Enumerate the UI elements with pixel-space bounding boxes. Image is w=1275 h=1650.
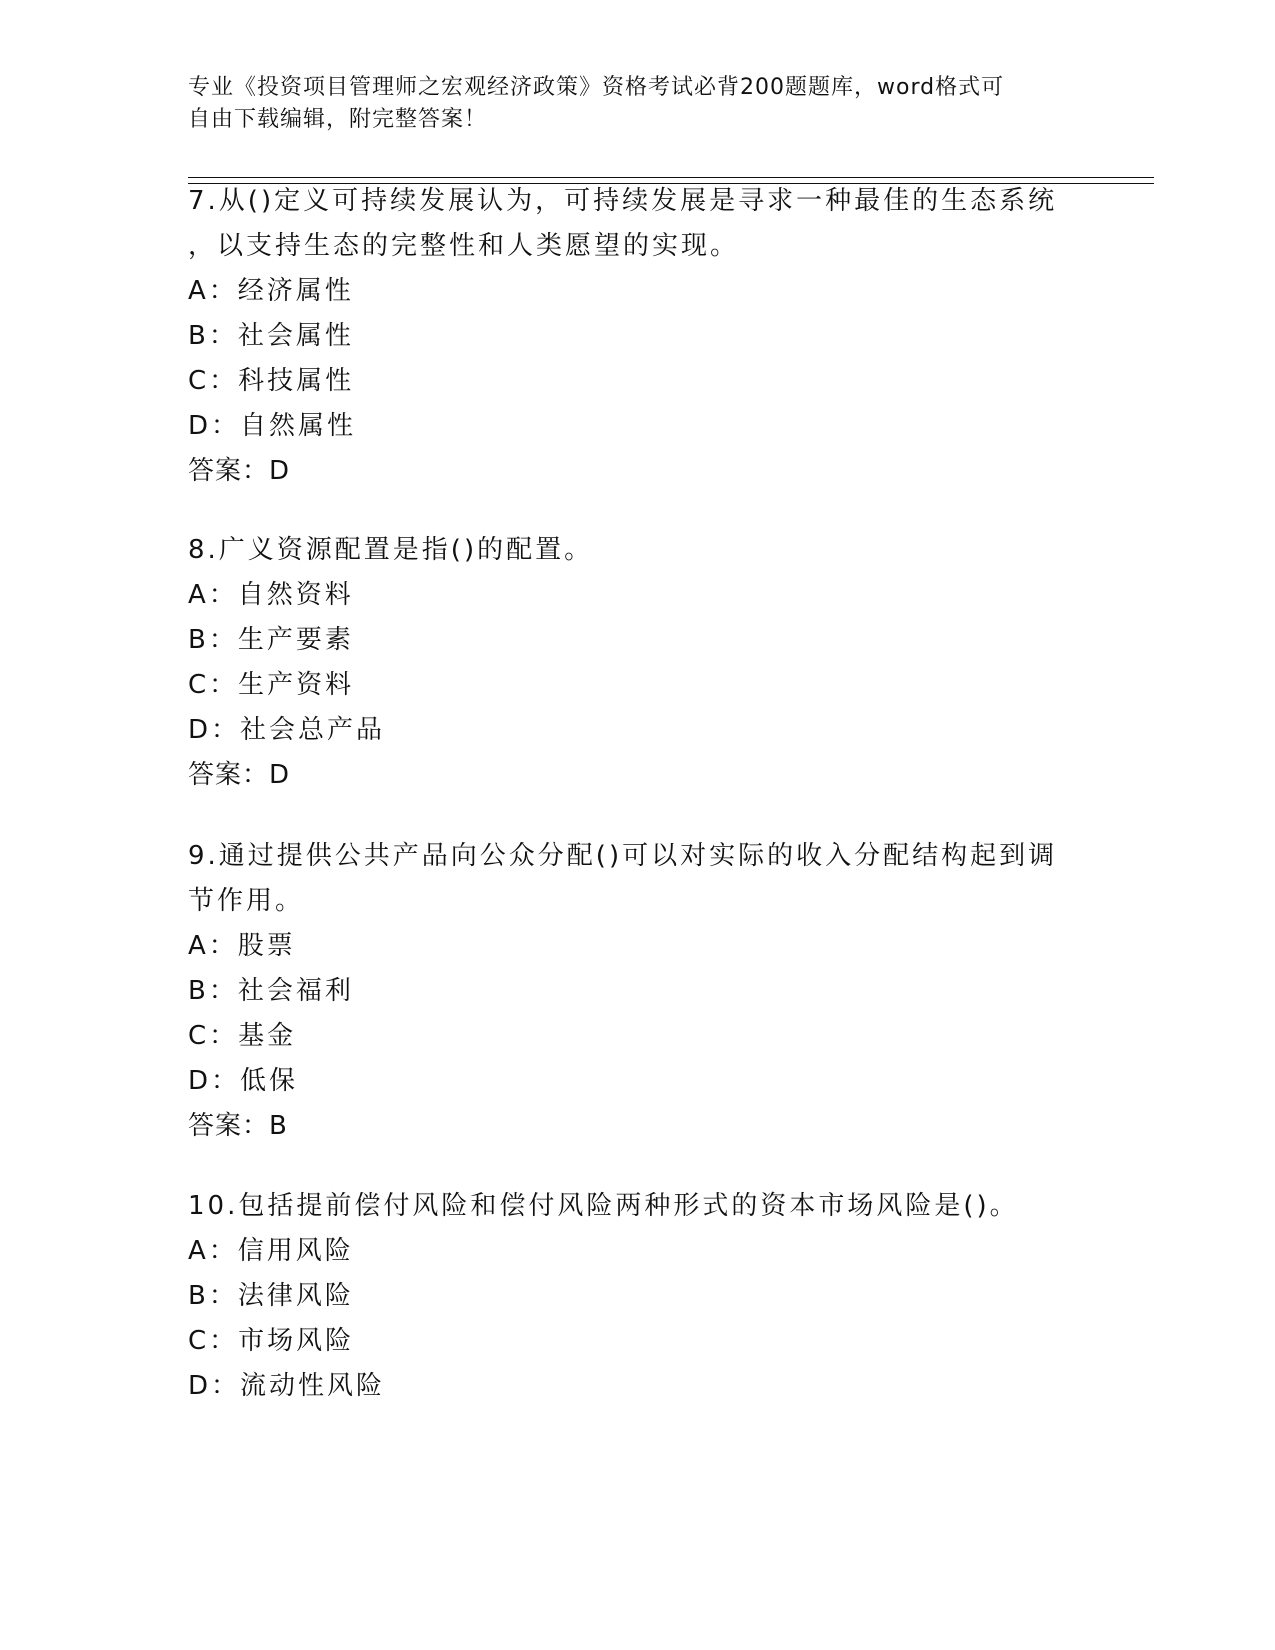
question-7-text-line-1: 7.从()定义可持续发展认为，可持续发展是寻求一种最佳的生态系统 [188, 186, 1058, 216]
question-9-text-line-1: 9.通过提供公共产品向公众分配()可以对实际的收入分配结构起到调 [188, 841, 1058, 871]
question-9-option-c: C：基金 [188, 1021, 297, 1051]
header-title-line-2: 自由下载编辑，附完整答案！ [188, 107, 488, 132]
question-10-text-line-1: 10.包括提前偿付风险和偿付风险两种形式的资本市场风险是()。 [188, 1191, 1019, 1221]
question-10 [188, 1184, 1088, 1409]
question-9-option-b: B：社会福利 [188, 976, 354, 1006]
question-8 [188, 528, 1088, 798]
question-10-option-c: C：市场风险 [188, 1326, 355, 1356]
question-7-option-b: B：社会属性 [188, 321, 354, 351]
question-8-option-a: A：自然资料 [188, 580, 354, 610]
question-8-text-line-1: 8.广义资源配置是指()的配置。 [188, 535, 594, 565]
question-10-option-b: B：法律风险 [188, 1281, 354, 1311]
question-9-text-line-2: 节作用。 [188, 886, 305, 916]
question-8-option-c: C：生产资料 [188, 670, 355, 700]
question-7-option-d: D：自然属性 [188, 411, 357, 441]
question-9-option-d: D：低保 [188, 1066, 299, 1096]
question-7 [188, 179, 1088, 494]
question-9-option-a: A：股票 [188, 931, 296, 961]
header-title-line-1: 专业《投资项目管理师之宏观经济政策》资格考试必背200题题库，word格式可 [188, 75, 1005, 100]
question-7-text-line-2: ，以支持生态的完整性和人类愿望的实现。 [188, 231, 740, 261]
question-9 [188, 834, 1088, 1149]
header-divider-top [188, 177, 1154, 178]
question-9-answer: 答案：B [188, 1111, 288, 1141]
question-7-answer: 答案：D [188, 456, 291, 486]
question-7-option-c: C：科技属性 [188, 366, 355, 396]
question-8-answer: 答案：D [188, 760, 291, 790]
question-8-option-b: B：生产要素 [188, 625, 354, 655]
question-10-option-a: A：信用风险 [188, 1236, 354, 1266]
question-10-option-d: D：流动性风险 [188, 1371, 386, 1401]
question-8-option-d: D：社会总产品 [188, 715, 386, 745]
document-header [188, 72, 1088, 136]
question-7-option-a: A：经济属性 [188, 276, 354, 306]
